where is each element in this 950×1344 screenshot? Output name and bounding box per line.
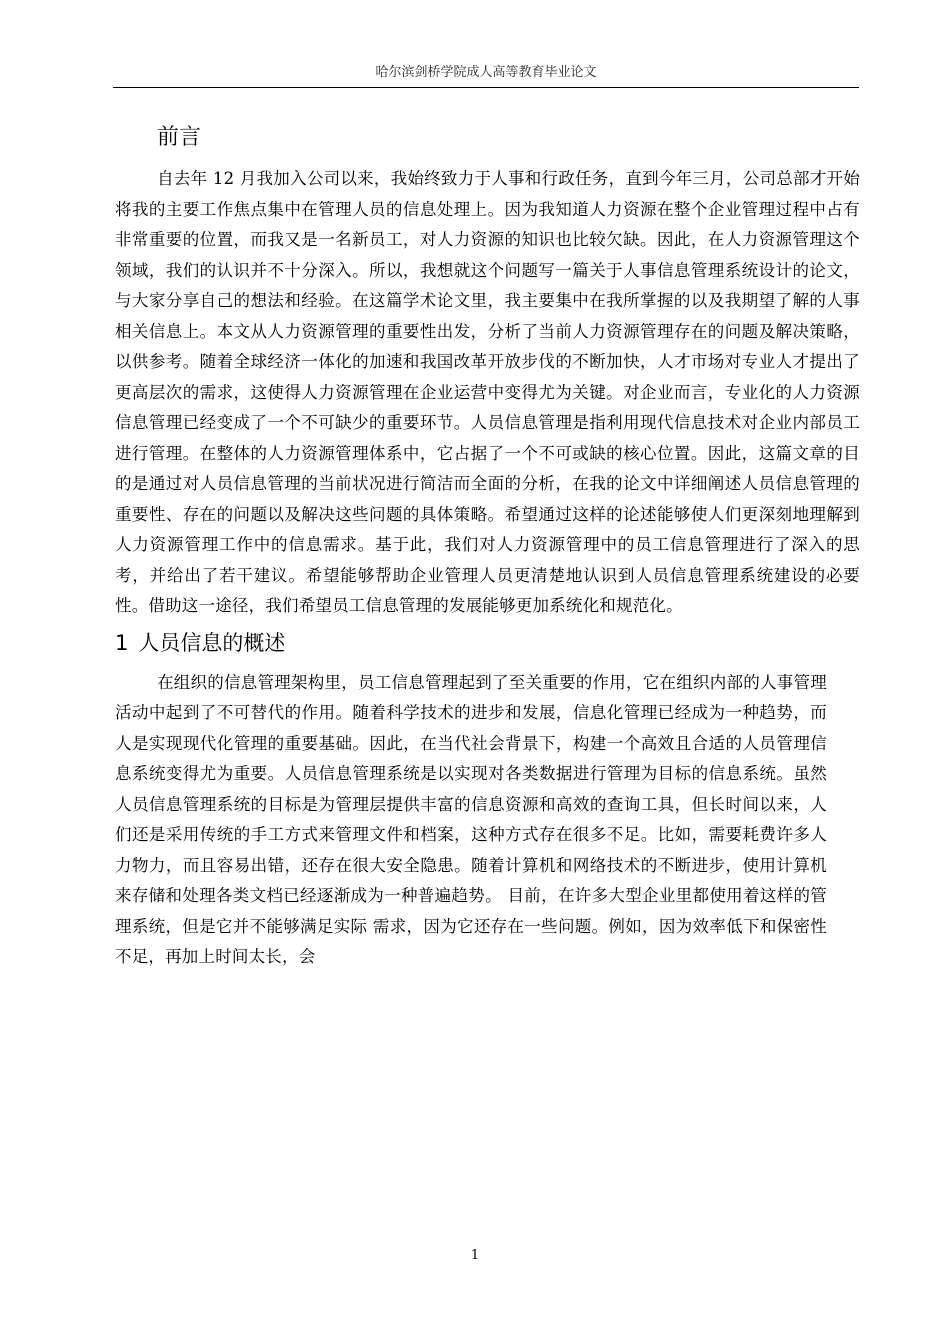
preface-title: 前言	[157, 125, 202, 150]
section-1-heading	[115, 626, 860, 660]
page-number: 1	[470, 1248, 480, 1263]
preface-paragraph: 自去年 12 月我加入公司以来，我始终致力于人事和行政任务，直到今年三月，公司总部才开始将我的主要工作焦点集中在管理人员的信息处理上。因为我知道人力资源在整个企业管理过程中占有非常重要的位置，而我又是一名新员工，对人力资源的知识也比较欠缺。因此，在人力资源管理这个领域，我们的认识并不十分深入。所以，我想就这个问题写一篇关于人事信息管理系统设计的论文，与大家分享自己的想法和经验。在这篇学术论文里，我主要集中在我所掌握的以及我期望了解的人事相关信息上。本文从人力资源管理的重要性出发，分析了当前人力资源管理存在的问题及解决策略，以供参考。随着全球经济一体化的加速和我国改革开放步伐的不断加快，人才市场对专业人才提出了更高层次的需求，这使得人力资源管理在企业运营中变得尤为关键。对企业而言，专业化的人力资源信息管理已经变成了一个不可缺少的重要环节。人员信息管理是指利用现代信息技术对企业内部员工进行管理。在整体的人力资源管理体系中，它占据了一个不可或缺的核心位置。因此，这篇文章的目的是通过对人员信息管理的当前状况进行简洁而全面的分析，在我的论文中详细阐述人员信息管理的重要性、存在的问题以及解决这些问题的具体策略。希望通过这样的论述能够使人们更深刻地理解到人力资源管理工作中的信息需求。基于此，我们对人力资源管理中的员工信息管理进行了深入的思考，并给出了若干建议。希望能够帮助企业管理人员更清楚地认识到人员信息管理系统建设的必要性。借助这一途径，我们希望员工信息管理的发展能够更加系统化和规范化。	[115, 169, 860, 615]
section-1-paragraph: 在组织的信息管理架构里，员工信息管理起到了至关重要的作用，它在组织内部的人事管理活动中起到了不可替代的作用。随着科学技术的进步和发展，信息化管理已经成为一种趋势，而人是实现现代化管理的重要基础。因此，在当代社会背景下，构建一个高效且合适的人员管理信息系统变得尤为重要。人员信息管理系统是以实现对各类数据进行管理为目标的信息系统。虽然人员信息管理系统的目标是为管理层提供丰富的信息资源和高效的查询工具，但长时间以来，人们还是采用传统的手工方式来管理文件和档案，这种方式存在很多不足。比如，需要耗费许多人力物力，而且容易出错，还存在很大安全隐患。随着计算机和网络技术的不断进步，使用计算机来存储和处理各类文档已经逐渐成为一种普遍趋势。 目前，在许多大型企业里都使用着这样的管理系统，但是它并不能够满足实际 需求，因为它还存在一些问题。例如，因为效率低下和保密性不足，再加上时间太长，会	[115, 672, 827, 966]
section-1-title: 人员信息的概述	[138, 630, 286, 655]
section-1-number: 1	[115, 630, 129, 655]
page-header	[113, 62, 859, 88]
document-body	[115, 118, 860, 973]
header-title: 哈尔滨剑桥学院成人高等教育毕业论文	[375, 65, 597, 80]
